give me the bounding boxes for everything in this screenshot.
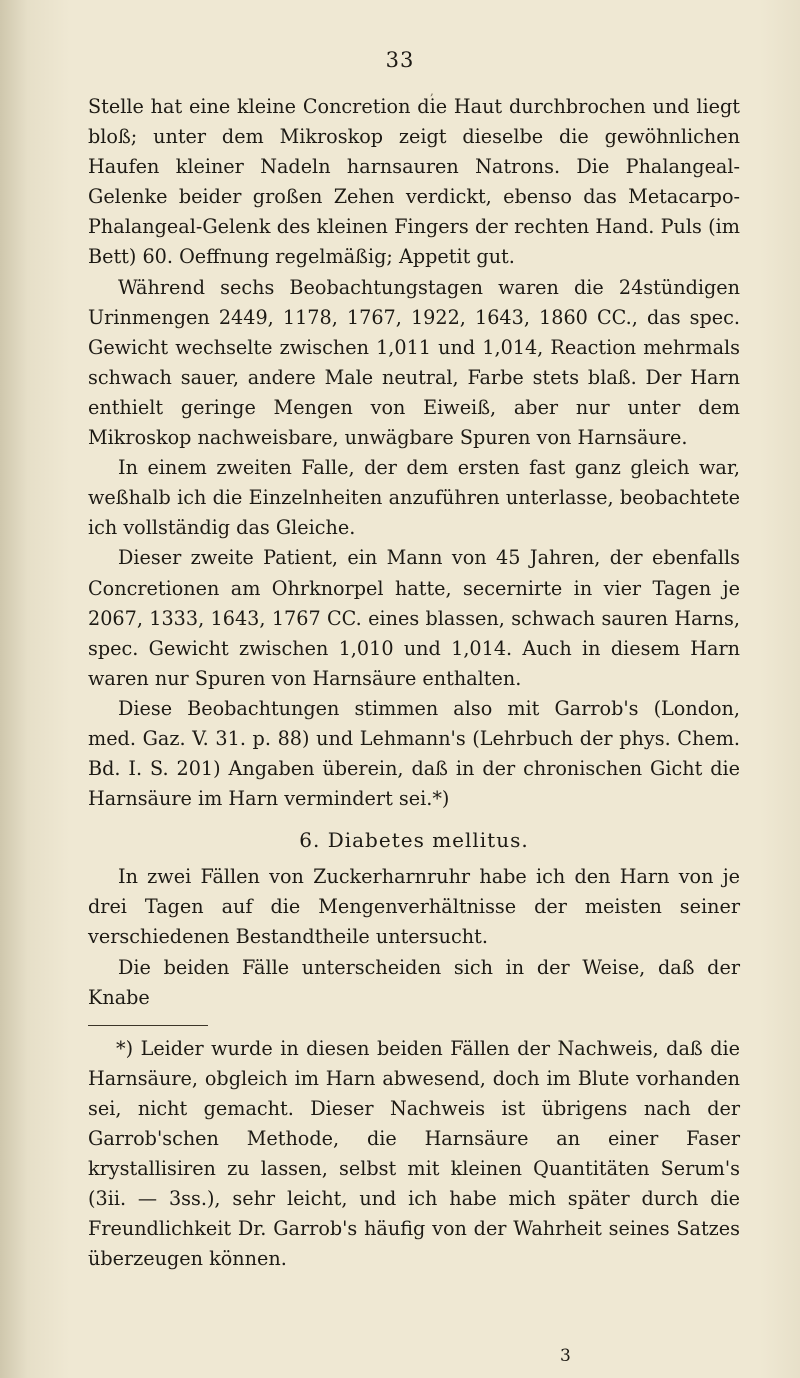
main-text (88, 92, 740, 1274)
footnote: *) Leider wurde in diesen beiden Fällen der Nachweis, daß die Harnsäure, obgleich im Harn abwesend, doch im Blute vorhanden sei, nicht gemacht. Dieser Nachweis ist übrigens nach der Garrob'schen Methode, die Harnsäure an einer Faser krystallisiren zu lassen, selbst mit kleinen Quantitäten Serum's (3ii. — 3ss.), sehr leicht, und ich habe mich später durch die Freundlichkeit Dr. Garrob's häufig von der Wahrheit seines Satzes überzeugen können. (88, 1036, 740, 1271)
paragraph-1: Stelle hat eine kleine Concretion die Haut durchbrochen und liegt bloß; unter dem Mikroskop zeigt dieselbe die gewöhnlichen Haufen kleiner Nadeln harnsauren Natrons. Die Phalangeal-Gelenke beider großen Zehen verdickt, ebenso das Metacarpo-Phalangeal-Gelenk des kleinen Fingers der rechten Hand. Puls (im Bett) 60. Oeffnung regelmäßig; Appetit gut. (88, 95, 740, 269)
section-heading: 6. Diabetes mellitus. (299, 828, 529, 853)
footnote-divider (88, 1025, 208, 1026)
paragraph-4: Dieser zweite Patient, ein Mann von 45 Jahren, der ebenfalls Concretionen am Ohrknorpel hatte, secernirte in vier Tagen je 2067, 1333, 1643, 1767 CC. eines blassen, schwach sauren Harns, spec. Gewicht zwischen 1,010 und 1,014. Auch in diesem Harn waren nur Spuren von Harnsäure enthalten. (88, 546, 740, 690)
page-number: 33 (385, 48, 415, 72)
printed-mark: , (430, 84, 434, 98)
paragraph-3: In einem zweiten Falle, der dem ersten fast ganz gleich war, weßhalb ich die Einzelnheiten anzuführen unterlasse, beobachtete ich vollständig das Gleiche. (88, 456, 740, 540)
paragraph-2: Während sechs Beobachtungstagen waren die 24stündigen Urinmengen 2449, 1178, 1767, 1922, 1643, 1860 CC., das spec. Gewicht wechselte zwischen 1,011 und 1,014, Reaction mehrmals schwach sauer, andere Male neutral, Farbe stets blaß. Der Harn enthielt geringe Mengen von Eiweiß, aber nur unter dem Mikroskop nachweisbare, unwägbare Spuren von Harnsäure. (88, 275, 740, 450)
signature-mark: 3 (560, 1346, 571, 1366)
paragraph-7: Die beiden Fälle unterscheiden sich in der Weise, daß der Knabe (88, 955, 740, 1009)
paragraph-6: In zwei Fällen von Zuckerharnruhr habe ich den Harn von je drei Tagen auf die Mengenverhältnisse der meisten seiner verschiedenen Bestandtheile untersucht. (88, 865, 740, 949)
paragraph-5: Diese Beobachtungen stimmen also mit Garrob's (London, med. Gaz. V. 31. p. 88) und Lehmann's (Lehrbuch der phys. Chem. Bd. I. S. 201) Angaben überein, daß in der chronischen Gicht die Harnsäure im Harn vermindert sei.*) (88, 696, 740, 811)
